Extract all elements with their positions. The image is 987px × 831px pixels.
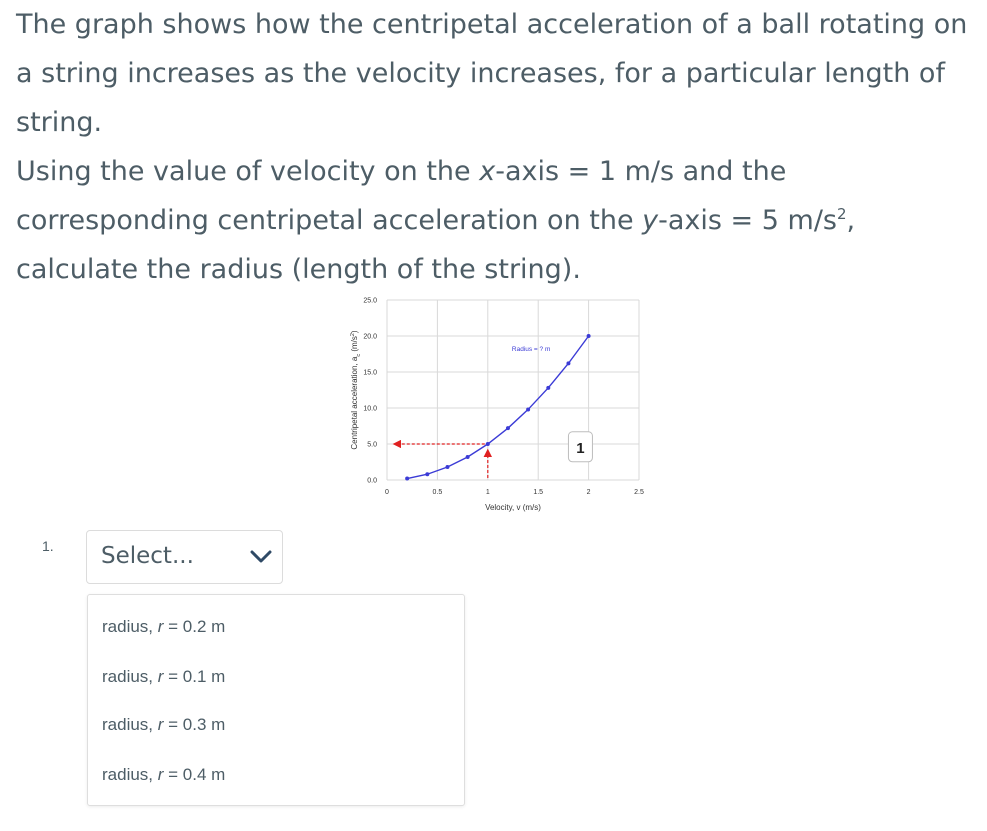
chevron-down-icon (250, 550, 272, 564)
data-point (486, 442, 490, 446)
x-tick-label: 2 (586, 489, 591, 496)
option-variable: r (157, 765, 164, 784)
question-intro: The graph shows how the centripetal acceleration of a ball rotating on a string increases as the velocity increases, for a particular length of string. (16, 9, 968, 138)
data-point (546, 386, 550, 390)
series-line (407, 336, 588, 479)
instruction-part: Using the value of velocity on the (16, 156, 480, 187)
x-variable: x (479, 156, 496, 187)
answer-options-list (87, 594, 465, 806)
y-tick-label: 10.0 (363, 405, 377, 413)
question-number: 1. (42, 538, 54, 554)
y-tick-label: 5.0 (367, 441, 377, 449)
option-prefix: radius, (102, 765, 158, 784)
x-tick-label: 0.5 (432, 489, 443, 496)
superscript: 2 (837, 205, 847, 223)
option-variable: r (157, 667, 164, 686)
x-tick-label: 2.5 (634, 489, 644, 496)
option-radius-0-4[interactable] (102, 765, 225, 791)
acceleration-velocity-chart (340, 284, 658, 516)
data-point (526, 407, 530, 411)
data-point (445, 465, 449, 469)
question-text (16, 0, 981, 294)
chart-ticks (363, 298, 644, 497)
chart-svg (340, 284, 658, 516)
option-value: = 0.3 m (163, 715, 226, 734)
option-radius-0-1[interactable] (102, 667, 225, 693)
answer-select[interactable] (86, 530, 283, 584)
y-tick-label: 20.0 (363, 333, 377, 341)
chart-grid (387, 300, 639, 480)
option-value: = 0.1 m (163, 667, 226, 686)
instruction-part: -axis = 1 m/s and the corresponding centripetal acceleration on the (16, 156, 787, 236)
data-point (466, 455, 470, 459)
y-axis-title-part: Centripetal acceleration, a (350, 356, 359, 450)
y-axis-title-part: ) (350, 330, 359, 334)
option-value: = 0.4 m (163, 765, 226, 784)
question-instruction (16, 147, 981, 294)
y-tick-label: 0.0 (367, 477, 377, 485)
y-variable: y (642, 205, 659, 236)
x-tick-label: 1.5 (533, 489, 544, 496)
data-point (425, 472, 429, 476)
option-prefix: radius, (102, 617, 158, 636)
data-point (587, 334, 591, 338)
option-prefix: radius, (102, 715, 158, 734)
option-value: = 0.2 m (163, 617, 226, 636)
callout-label: 1 (576, 439, 585, 457)
data-point (405, 477, 409, 481)
y-axis-title (350, 330, 362, 450)
instruction-part: , calculate the radius (length of the string). (16, 205, 856, 285)
option-radius-0-2[interactable] (102, 617, 225, 643)
option-radius-0-3[interactable] (102, 715, 225, 741)
data-point (506, 426, 510, 430)
chart-labels (350, 330, 550, 512)
option-prefix: radius, (102, 667, 158, 686)
series-label: Radius = ? m (511, 346, 551, 354)
y-tick-label: 25.0 (363, 297, 377, 305)
option-variable: r (157, 617, 164, 636)
option-variable: r (157, 715, 164, 734)
data-point (566, 361, 570, 365)
chart-series (405, 334, 590, 481)
x-tick-label: 1 (485, 489, 490, 496)
y-tick-label: 15.0 (363, 369, 377, 377)
y-axis-title-part: c (356, 353, 362, 357)
x-tick-label: 0 (385, 489, 389, 496)
y-axis-title-part: (m/s (350, 336, 359, 354)
y-axis-title-part: 2 (350, 333, 356, 337)
instruction-part: -axis = 5 m/s (658, 205, 837, 236)
x-axis-title: Velocity, v (m/s) (485, 503, 541, 512)
select-placeholder: Select... (101, 543, 194, 569)
